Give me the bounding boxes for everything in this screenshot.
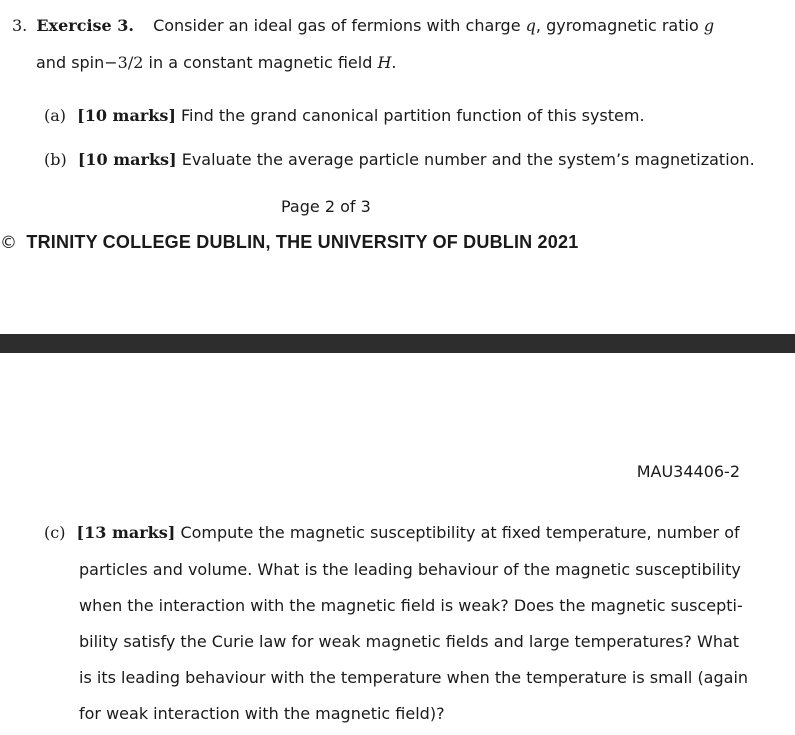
part-c-line-3: when the interaction with the magnetic field is weak? Does the magnetic suscepti- [79, 596, 743, 615]
part-c-label: (c) [44, 523, 66, 542]
part-c-line-6: for weak interaction with the magnetic field)? [79, 704, 445, 723]
part-a-marks: [10 marks] [77, 106, 176, 125]
part-c-line-5: is its leading behaviour with the temperature when the temperature is small (again [79, 668, 749, 687]
part-a-label: (a) [44, 106, 67, 125]
exercise-heading-line [12, 16, 714, 35]
copyright-icon: © [0, 233, 18, 253]
exercise-line2-text: and spin [36, 53, 105, 72]
part-c-marks: [13 marks] [76, 523, 176, 542]
part-c-line-1: Compute the magnetic susceptibility at fixed temperature, number of [180, 523, 740, 542]
part-b [44, 150, 755, 169]
part-b-marks: [10 marks] [77, 150, 177, 169]
page-separator-bar [0, 334, 795, 353]
exercise-number: 3. [12, 16, 28, 35]
spin-value: −3/2 [104, 53, 144, 72]
part-a [44, 106, 645, 125]
part-a-text: Find the grand canonical partition function of this system. [181, 106, 645, 125]
page-number: Page 2 of 3 [281, 197, 371, 216]
exercise-line2-end: . [391, 53, 397, 72]
footer-text: TRINITY COLLEGE DUBLIN, THE UNIVERSITY OF DUBLIN 2021 [26, 232, 579, 252]
var-g: g [703, 16, 715, 35]
exercise-title: Exercise 3. [36, 16, 134, 35]
exercise-line-2 [36, 53, 397, 72]
exercise-line1-mid: , gyromagnetic ratio [535, 16, 699, 35]
var-q: q [525, 16, 536, 35]
part-c-line-2: particles and volume. What is the leading behaviour of the magnetic susceptibility [79, 560, 741, 579]
var-H: H [377, 53, 392, 72]
course-code: MAU34406-2 [636, 462, 740, 481]
part-c-line-4: bility satisfy the Curie law for weak magnetic fields and large temperatures? What [79, 632, 740, 651]
copyright-footer [0, 232, 578, 253]
exercise-line2-mid: in a constant magnetic field [148, 53, 373, 72]
part-b-text: Evaluate the average particle number and the system’s magnetization. [181, 150, 755, 169]
part-c [44, 523, 740, 542]
part-b-label: (b) [44, 150, 67, 169]
exercise-line1-text: Consider an ideal gas of fermions with charge [153, 16, 521, 35]
